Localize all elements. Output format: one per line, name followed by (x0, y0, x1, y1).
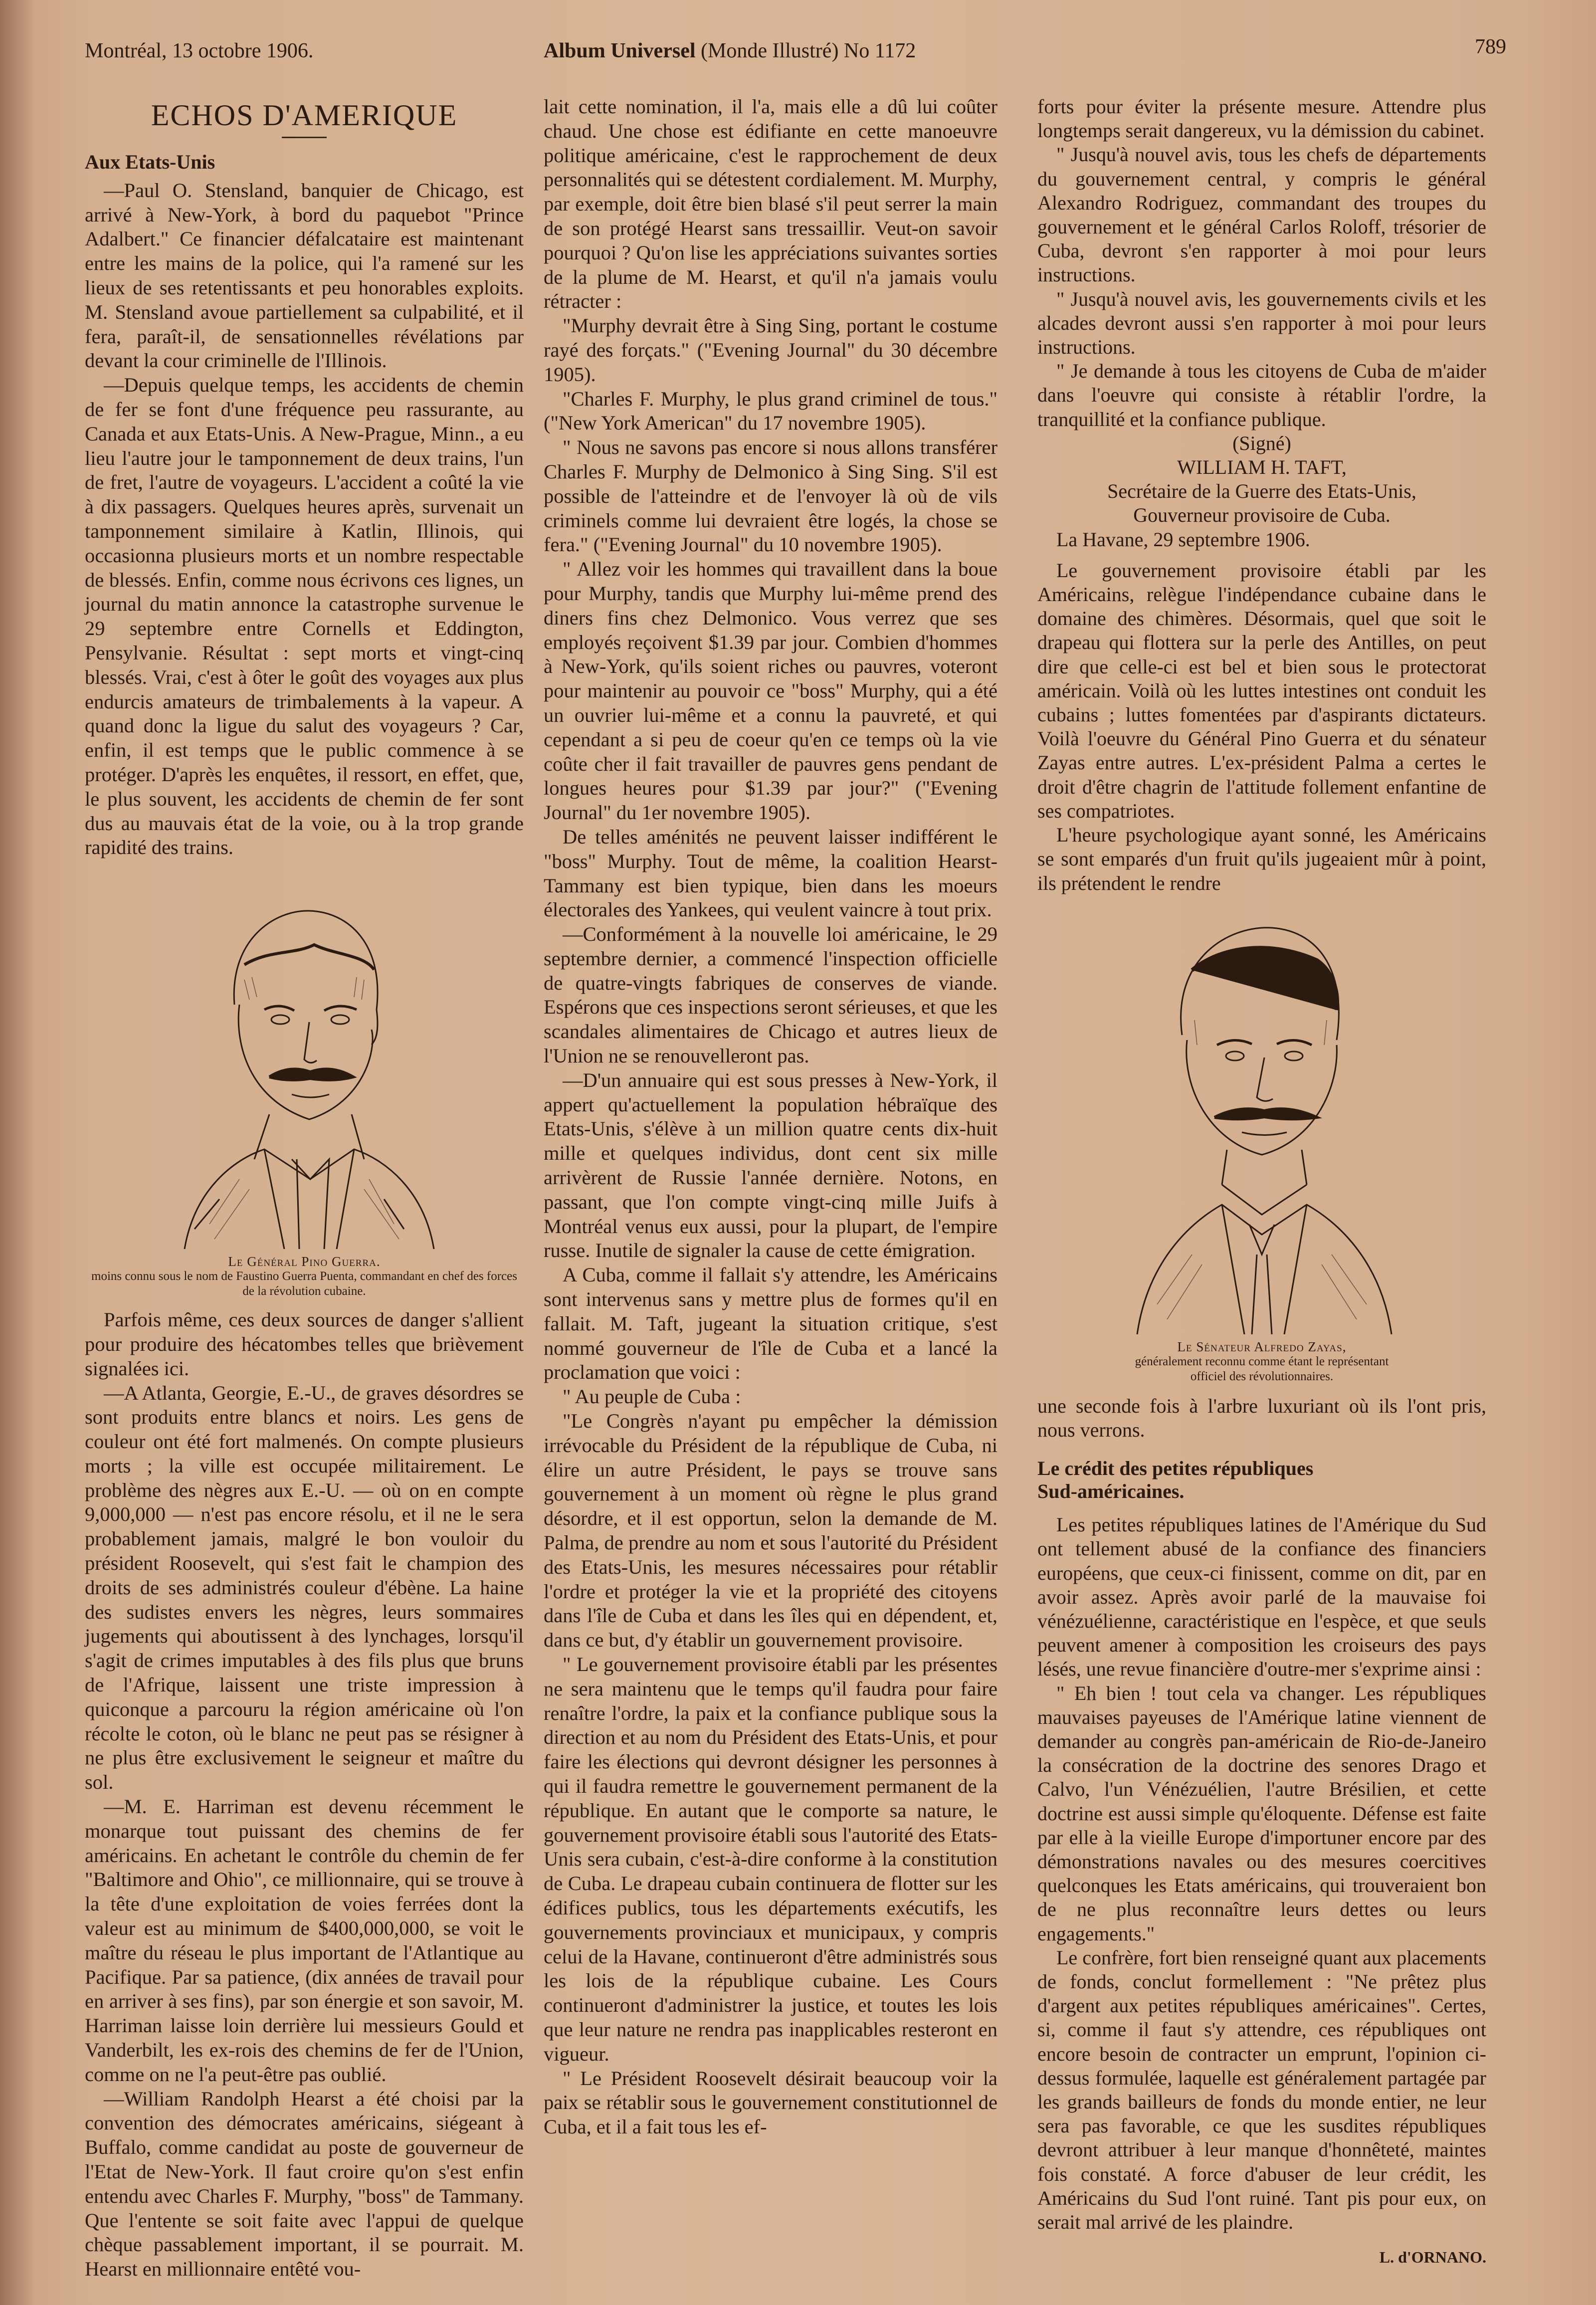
proclamation: " Jusqu'à nouvel avis, tous les chefs de départements du gouvernement central, y compris le général Alexandro Rodriguez, commandant des troupes du gouvernement et le général Carlos Roloff, trésorier de Cuba, devront s'en rapporter à moi pour leurs instructions. (1037, 143, 1486, 286)
signed-label: (Signé) (1232, 431, 1291, 454)
running-head (85, 35, 1506, 69)
subhead-line: Le crédit des petites républiques (1037, 1457, 1314, 1480)
header-date: Montréal, 13 octobre 1906. (85, 39, 314, 62)
column-1 (85, 95, 524, 2282)
caption-text: généralement reconnu comme étant le représentant (1135, 1354, 1389, 1368)
author-signature: L. d'ORNANO. (1379, 2248, 1486, 2267)
portrait-pino-guerra (165, 880, 444, 1249)
caption-text: moins connu sous le nom de Faustino Guerra Puenta, commandant en chef des forces de la révolution cubaine. (91, 1269, 517, 1298)
paragraph: L'heure psychologique ayant sonné, les Américains se sont emparés d'un fruit qu'ils jugeaient mûr à point, ils prétendent le rendre (1037, 824, 1486, 894)
proclamation: "Le Congrès n'ayant pu empêcher la démission irrévocable du Président de la république de Cuba, ni élire un autre Président, le pays se trouve sans gouvernement à un moment où règne le plus grand désordre, et il est opportun, selon la demande de M. Palma, de prendre au nom et sous l'autorité du Président des Etats-Unis, les mesures nécessaires pour rétablir l'ordre et protéger la vie et la propriété des citoyens dans l'île de Cuba et dans les îles qui en dépendent, et, dans ce but, d'y établir un gouvernement provisoire. (544, 1410, 998, 1652)
paragraph: —M. E. Harriman est devenu récemment le monarque tout puissant des chemins de fer américains. En achetant le contrôle du chemin de fer "Baltimore and Ohio", ce millionnaire, qui se trouve à la tête d'une exploitation de voies ferrées dont la valeur est au minimum de $400,000,000, se voit le maître du réseau le plus important de l'Atlantique au Pacifique. Par sa patience, (dix années de travail pour en arriver à ses fins), par son énergie et son savoir, M. Harriman laisse loin derrière lui messieurs Gould et Vanderbilt, les ex-rois des chemins de fer de l'Union, comme on ne l'a peut-être pas oublié. (85, 1795, 524, 2086)
publication-issue: (Monde Illustré) No 1172 (701, 39, 916, 62)
paragraph: A Cuba, comme il fallait s'y attendre, les Américains sont intervenus sans y mettre plus de formes qu'il en fallait. M. Taft, jugeant la situation critique, s'est nommé gouverneur de l'île de Cuba et a lancé la proclamation que voici : (544, 1263, 998, 1384)
paragraph: —Conformément à la nouvelle loi américaine, le 29 septembre dernier, a commencé l'inspection officielle de quatre-vingts fabriques de conserves de viande. Espérons que ces inspections seront sérieuses, et que les scandales alimentaires de Chicago et autres lieux de l'Union ne se renouvelleront pas. (544, 923, 998, 1067)
caption-text: officiel des révolutionnaires. (1190, 1369, 1334, 1383)
article-title: ECHOS D'AMERIQUE (151, 99, 458, 132)
paragraph: lait cette nomination, il l'a, mais elle a dû lui coûter chaud. Une chose est édifiante en cette manoeuvre politique américaine, c'est le rapprochement de deux personnalités qui se détestent cordialement. M. Murphy, par exemple, doit être bien blasé s'il peut serrer la main de son protégé Hearst sans tressaillir. Veut-on savoir pourquoi ? Qu'on lise les appréciations suivantes sorties de la plume de M. Hearst, et qu'il n'a jamais voulu rétracter : (544, 95, 998, 313)
paragraph: Le confrère, fort bien renseigné quant aux placements de fonds, conclut formellement : "Ne prêtez plus d'argent aux petites républiques américaines". Certes, si, comme il faut s'y attendre, ces républiques ont encore besoin de contracter un emprunt, l'opinion ci-dessus formulée, laquelle est généralement partagée par les grands bailleurs de fonds du monde entier, ne leur sera pas favorable, ce que les susdites républiques devront attribuer à leur manque d'honnêteté, maintes fois constaté. A force d'abuser de leur crédit, les Américains du Sud l'ont ruiné. Tant pis pour eux, on serait mal arrivé de les plaindre. (1037, 1946, 1486, 2233)
quote: "Charles F. Murphy, le plus grand criminel de tous." ("New York American" du 17 novembre 1905). (544, 387, 998, 434)
portrait-caption-2 (1037, 1339, 1486, 1384)
portrait-alfredo-zayas (1107, 905, 1416, 1334)
signatory-name: WILLIAM H. TAFT, (1177, 456, 1347, 479)
proclamation: " Le gouvernement provisoire établi par les présentes ne sera maintenu que le temps qu'il faudra pour faire renaître l'ordre, la paix et la confiance publique sous la direction et au nom du Président des Etats-Unis, et pour faire les élections qui devront désigner les personnes à qui il faudra remettre le gouvernement permanent de la république. En autant que le comporte sa nature, le gouvernement provisoire établi sous l'autorité des Etats-Unis sera cubain, c'est-à-dire conforme à la constitution de Cuba. Le drapeau cubain continuera de flotter sur les édifices publics, tous les départements exécutifs, les gouvernements provinciaux et municipaux, y compris celui de la Havane, continueront d'être administrés sous les lois de la république cubaine. Les Cours continueront d'administrer la justice, et toutes les lois que leur nature ne rendra pas inapplicables resteront en vigueur. (544, 1653, 998, 2065)
paragraph: Le gouvernement provisoire établi par les Américains, relègue l'indépendance cubaine dans le domaine des chimères. Désormais, quel que soit le drapeau qui flottera sur la perle des Antilles, on peut dire que celle-ci est bel et bien sous le protectorat américain. Voilà où les luttes intestines ont conduit les cubains ; luttes fomentées par d'aspirants dictateurs. Voilà l'oeuvre du Général Pino Guerra et du sénateur Zayas entre autres. L'ex-président Palma a certes le droit d'être chagrin de l'attitude follement enfantine de ses compatriotes. (1037, 559, 1486, 822)
column-3 (1037, 95, 1486, 2269)
paragraph: —D'un annuaire qui est sous presses à New-York, il appert qu'actuellement la population hébraïque des Etats-Unis, s'élève à un million quatre cents dix-huit mille et quelques individus, dont cent six mille arrivèrent de Russie l'année dernière. Notons, en passant, que l'on compte vingt-cinq mille Juifs à Montréal venus eux aussi, pour la plupart, de l'empire russe. Inutile de signaler la cause de cette émigration. (544, 1068, 998, 1262)
header-publication (544, 39, 916, 63)
proclamation: " Je demande à tous les citoyens de Cuba de m'aider dans l'oeuvre qui consiste à rétablir l'ordre, la tranquillité et la confiance publique. (1037, 360, 1486, 430)
page-number: 789 (1475, 35, 1506, 58)
section-subhead-2 (1037, 1457, 1486, 1503)
quote: " Eh bien ! tout cela va changer. Les républiques mauvaises payeuses de l'Amérique latine viennent de demander au congrès pan-américain de Rio-de-Janeiro la consécration de la doctrine des senores Drago et Calvo, l'un Vénézuélien, l'autre Brésilien, et cette doctrine est aussi simple qu'éloquente. Défense est faite par elle à la vieille Europe d'importuner encore par des démonstrations navales ou des mesures coercitives quelconques les Etats américains, qui trouveraient bon de ne plus reconnaître leurs dettes ou leurs engagements." (1037, 1681, 1486, 1945)
proclamation: forts pour éviter la présente mesure. Attendre plus longtemps serait dangereux, vu la démission du cabinet. (1037, 95, 1486, 142)
proclamation-heading: " Au peuple de Cuba : (563, 1385, 741, 1408)
quote: " Nous ne savons pas encore si nous allons transférer Charles F. Murphy de Delmonico à Sing Sing. S'il est possible de l'atteindre et de l'envoyer là où de vils criminels comme lui devraient être logés, la chose se fera." ("Evening Journal" du 10 novembre 1905). (544, 436, 998, 556)
quote: " Allez voir les hommes qui travaillent dans la boue pour Murphy, tandis que Murphy lui-même prend des diners fins chez Delmonico. Vous verrez que ses employés reçoivent $1.39 par jour. Combien d'hommes à New-York, qu'ils soient riches ou pauvres, voteront pour maintenir au pouvoir ce "boss" Murphy, qui a été un ouvrier lui-même et a connu la pauvreté, et qui cependant a si peu de coeur qu'en ce temps où la vie coûte cher il fait travailler de pauvres gens pendant de longues heures pour $1.39 par jour?" ("Evening Journal" du 1er novembre 1905). (544, 558, 998, 824)
signatory-title: Gouverneur provisoire de Cuba. (1133, 504, 1391, 527)
portrait-caption-1 (85, 1254, 524, 1299)
quote: "Murphy devrait être à Sing Sing, portant le costume rayé des forçats." ("Evening Journal" du 30 décembre 1905). (544, 314, 998, 386)
paragraph: De telles aménités ne peuvent laisser indifférent le "boss" Murphy. Tout de même, la coalition Hearst-Tammany est bien typique, bien dans les moeurs électorales des Yankees, qui veulent vaincre à tout prix. (544, 825, 998, 921)
paragraph: —Depuis quelque temps, les accidents de chemin de fer se font d'une fréquence peu rassurante, au Canada et aux Etats-Unis. A New-Prague, Minn., a eu lieu l'autre jour le tamponnement de deux trains, l'un de fret, l'autre de voyageurs. L'accident a coûté la vie à dix passagers. Quelques heures après, survenait un tamponnement similaire à Katlin, Illinois, qui occasionna plusieurs morts et un nombre respectable de blessés. Enfin, comme nous écrivons ces lignes, un journal du matin annonce la catastrophe survenue le 29 septembre entre Cornells et Eddington, Pensylvanie. Résultat : sept morts et vingt-cinq blessés. Vrai, c'est à ôter le goût des voyages aux plus endurcis amateurs de trimbalements à la vapeur. A quand donc la ligue du salut des voyageurs ? Car, enfin, il est temps que le public commence à se protéger. D'après les enquêtes, il ressort, en effet, que, le plus souvent, les accidents de chemin de fer sont dus au mauvais état de la voie, ou à la trop grande rapidité des trains. (85, 374, 524, 859)
paragraph: Les petites républiques latines de l'Amérique du Sud ont tellement abusé de la confiance des financiers européens, que ceux-ci finissent, comme on dit, par en avoir assez. Après avoir parlé de la mauvaise foi vénézuélienne, caractéristique en l'espèce, et que seuls peuvent amener à composition les croiseurs des pays lésés, une revue financière d'outre-mer s'exprime ainsi : (1037, 1513, 1486, 1680)
paragraph: Parfois même, ces deux sources de danger s'allient pour produire des hécatombes telles que brièvement signalées ici. (85, 1308, 524, 1380)
paragraph: —Paul O. Stensland, banquier de Chicago, est arrivé à New-York, à bord du paquebot "Prince Adalbert." Ce financier défalcataire est maintenant entre les mains de la police, qui l'a ramené sur les lieux de ses retentissants et peu honorables exploits. M. Stensland avoue partiellement sa culpabilité, et il fera, paraît-il, de sensationnelles révélations par devant la cour criminelle de l'Illinois. (85, 179, 524, 372)
caption-name: Le Sénateur Alfredo Zayas, (1177, 1339, 1347, 1354)
proclamation: " Le Président Roosevelt désirait beaucoup voir la paix se rétablir sous le gouvernement constitutionnel de Cuba, et il a fait tous les ef- (544, 2067, 998, 2138)
binding-shadow (0, 0, 35, 2305)
paragraph: une seconde fois à l'arbre luxuriant où ils l'ont pris, nous verrons. (1037, 1394, 1486, 1441)
proclamation: " Jusqu'à nouvel avis, les gouvernements civils et les alcades devront aussi s'en rapporter à moi pour leurs instructions. (1037, 287, 1486, 359)
paragraph: —William Randolph Hearst a été choisi par la convention des démocrates américains, siégeant à Buffalo, comme candidat au poste de gouverneur de l'Etat de New-York. Il faut croire qu'on s'est enfin entendu avec Charles F. Murphy, "boss" de Tammany. Que l'entente se soit faite avec l'appui de quelque chèque passablement important, il se pourrait. M. Hearst en millionnaire entêté vou- (85, 2087, 524, 2281)
subhead-line: Sud-américaines. (1037, 1480, 1185, 1503)
signatory-title: Secrétaire de la Guerre des Etats-Unis, (1107, 480, 1416, 503)
section-subhead: Aux Etats-Unis (85, 151, 215, 173)
caption-name: Le Général Pino Guerra. (228, 1254, 381, 1269)
signature-block (1037, 431, 1486, 528)
place-date: La Havane, 29 septembre 1906. (1056, 528, 1310, 551)
publication-name: Album Universel (544, 39, 696, 62)
column-2 (544, 95, 998, 2139)
paragraph: —A Atlanta, Georgie, E.-U., de graves désordres se sont produits entre blancs et noirs. Les gens de couleur ont été fort malmenés. On compte plusieurs morts ; la ville est occupée militairement. Le problème des nègres aux E.-U. — où on en compte 9,000,000 — n'est pas encore résolu, et il ne le sera probablement jamais, malgré le bon vouloir du président Roosevelt, qui s'est fait le champion des droits de ses administrés couleur d'ébène. La haine des sudistes envers les nègres, leurs sommaires jugements qui aboutissent à des lynchages, lorsqu'il s'agit de crimes imputables à des fils plus que bruns de l'Afrique, laissent une triste impression à quiconque a parcouru la région américaine où l'on récolte le coton, où le blanc ne peut pas se résigner à ne plus être exclusivement le seigneur et maître du sol. (85, 1381, 524, 1794)
title-rule (282, 137, 327, 138)
